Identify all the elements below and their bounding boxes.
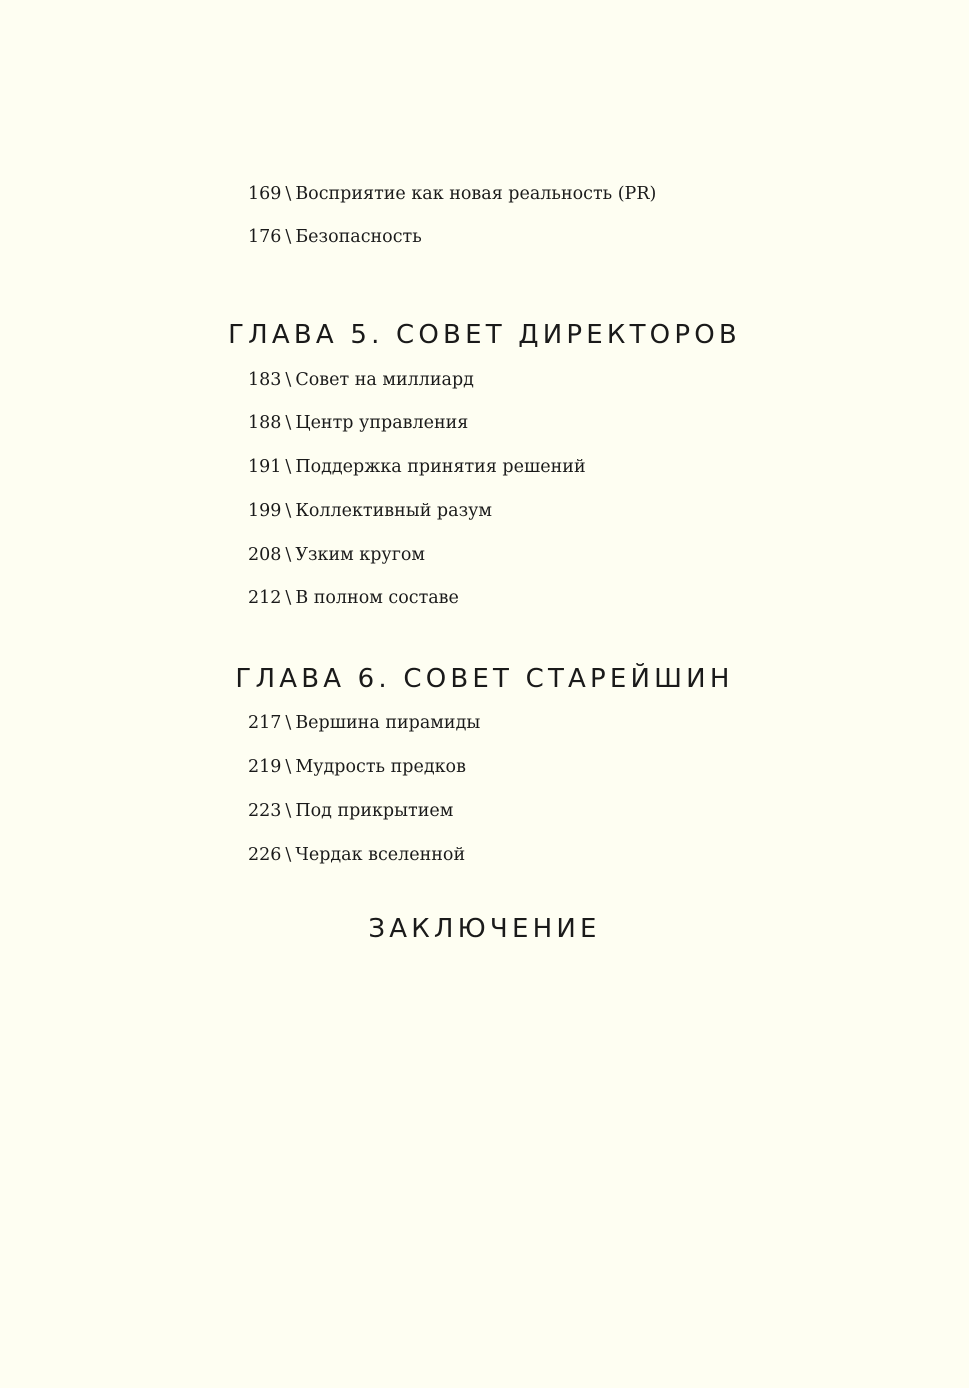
toc-page-number: 169 <box>248 184 282 204</box>
toc-separator: \ <box>285 370 292 390</box>
toc-separator: \ <box>285 501 292 521</box>
toc-entry-title: Вершина пирамиды <box>295 713 481 733</box>
toc-separator: \ <box>285 757 292 777</box>
toc-entry-title: Центр управления <box>295 413 469 433</box>
toc-page-number: 183 <box>248 370 282 390</box>
toc-separator: \ <box>285 713 292 733</box>
toc-entry-title: Поддержка принятия решений <box>295 457 586 477</box>
toc-separator: \ <box>285 845 292 865</box>
toc-entry[interactable] <box>248 803 453 821</box>
toc-entry[interactable] <box>248 715 480 733</box>
toc-entry-title: В полном составе <box>295 588 459 608</box>
toc-entry[interactable] <box>248 415 468 433</box>
toc-entry[interactable] <box>248 759 466 777</box>
toc-separator: \ <box>285 184 292 204</box>
toc-page-number: 176 <box>248 227 282 247</box>
toc-entry[interactable] <box>248 547 425 565</box>
toc-separator: \ <box>285 801 292 821</box>
toc-page-number: 188 <box>248 413 282 433</box>
toc-entry-title: Совет на миллиард <box>295 370 474 390</box>
toc-entry-title: Под прикрытием <box>295 801 454 821</box>
toc-page-number: 212 <box>248 588 282 608</box>
toc-separator: \ <box>285 413 292 433</box>
toc-entry-title: Восприятие как новая реальность (PR) <box>295 184 657 204</box>
toc-entry[interactable] <box>248 503 492 521</box>
toc-separator: \ <box>285 227 292 247</box>
toc-entry-title: Безопасность <box>295 227 422 247</box>
toc-entry[interactable] <box>248 186 656 204</box>
toc-entry-title: Коллективный разум <box>295 501 493 521</box>
conclusion-heading[interactable]: ЗАКЛЮЧЕНИЕ <box>368 914 601 944</box>
toc-entry[interactable] <box>248 372 474 390</box>
toc-entry-title: Мудрость предков <box>295 757 466 777</box>
toc-entry[interactable] <box>248 459 586 477</box>
toc-page-number: 217 <box>248 713 282 733</box>
toc-separator: \ <box>285 457 292 477</box>
chapter-heading-6[interactable]: ГЛАВА 6. СОВЕТ СТАРЕЙШИН <box>235 664 734 694</box>
toc-entry-title: Чердак вселенной <box>295 845 466 865</box>
toc-entry[interactable] <box>248 590 459 608</box>
toc-entry[interactable] <box>248 229 422 247</box>
toc-separator: \ <box>285 545 292 565</box>
toc-page-number: 191 <box>248 457 282 477</box>
toc-entry-title: Узким кругом <box>295 545 426 565</box>
toc-separator: \ <box>285 588 292 608</box>
toc-page-number: 199 <box>248 501 282 521</box>
toc-page-number: 223 <box>248 801 282 821</box>
toc-entry[interactable] <box>248 847 465 865</box>
toc-page-number: 219 <box>248 757 282 777</box>
toc-page-number: 226 <box>248 845 282 865</box>
chapter-heading-5[interactable]: ГЛАВА 5. СОВЕТ ДИРЕКТОРОВ <box>228 320 741 350</box>
toc-page-number: 208 <box>248 545 282 565</box>
